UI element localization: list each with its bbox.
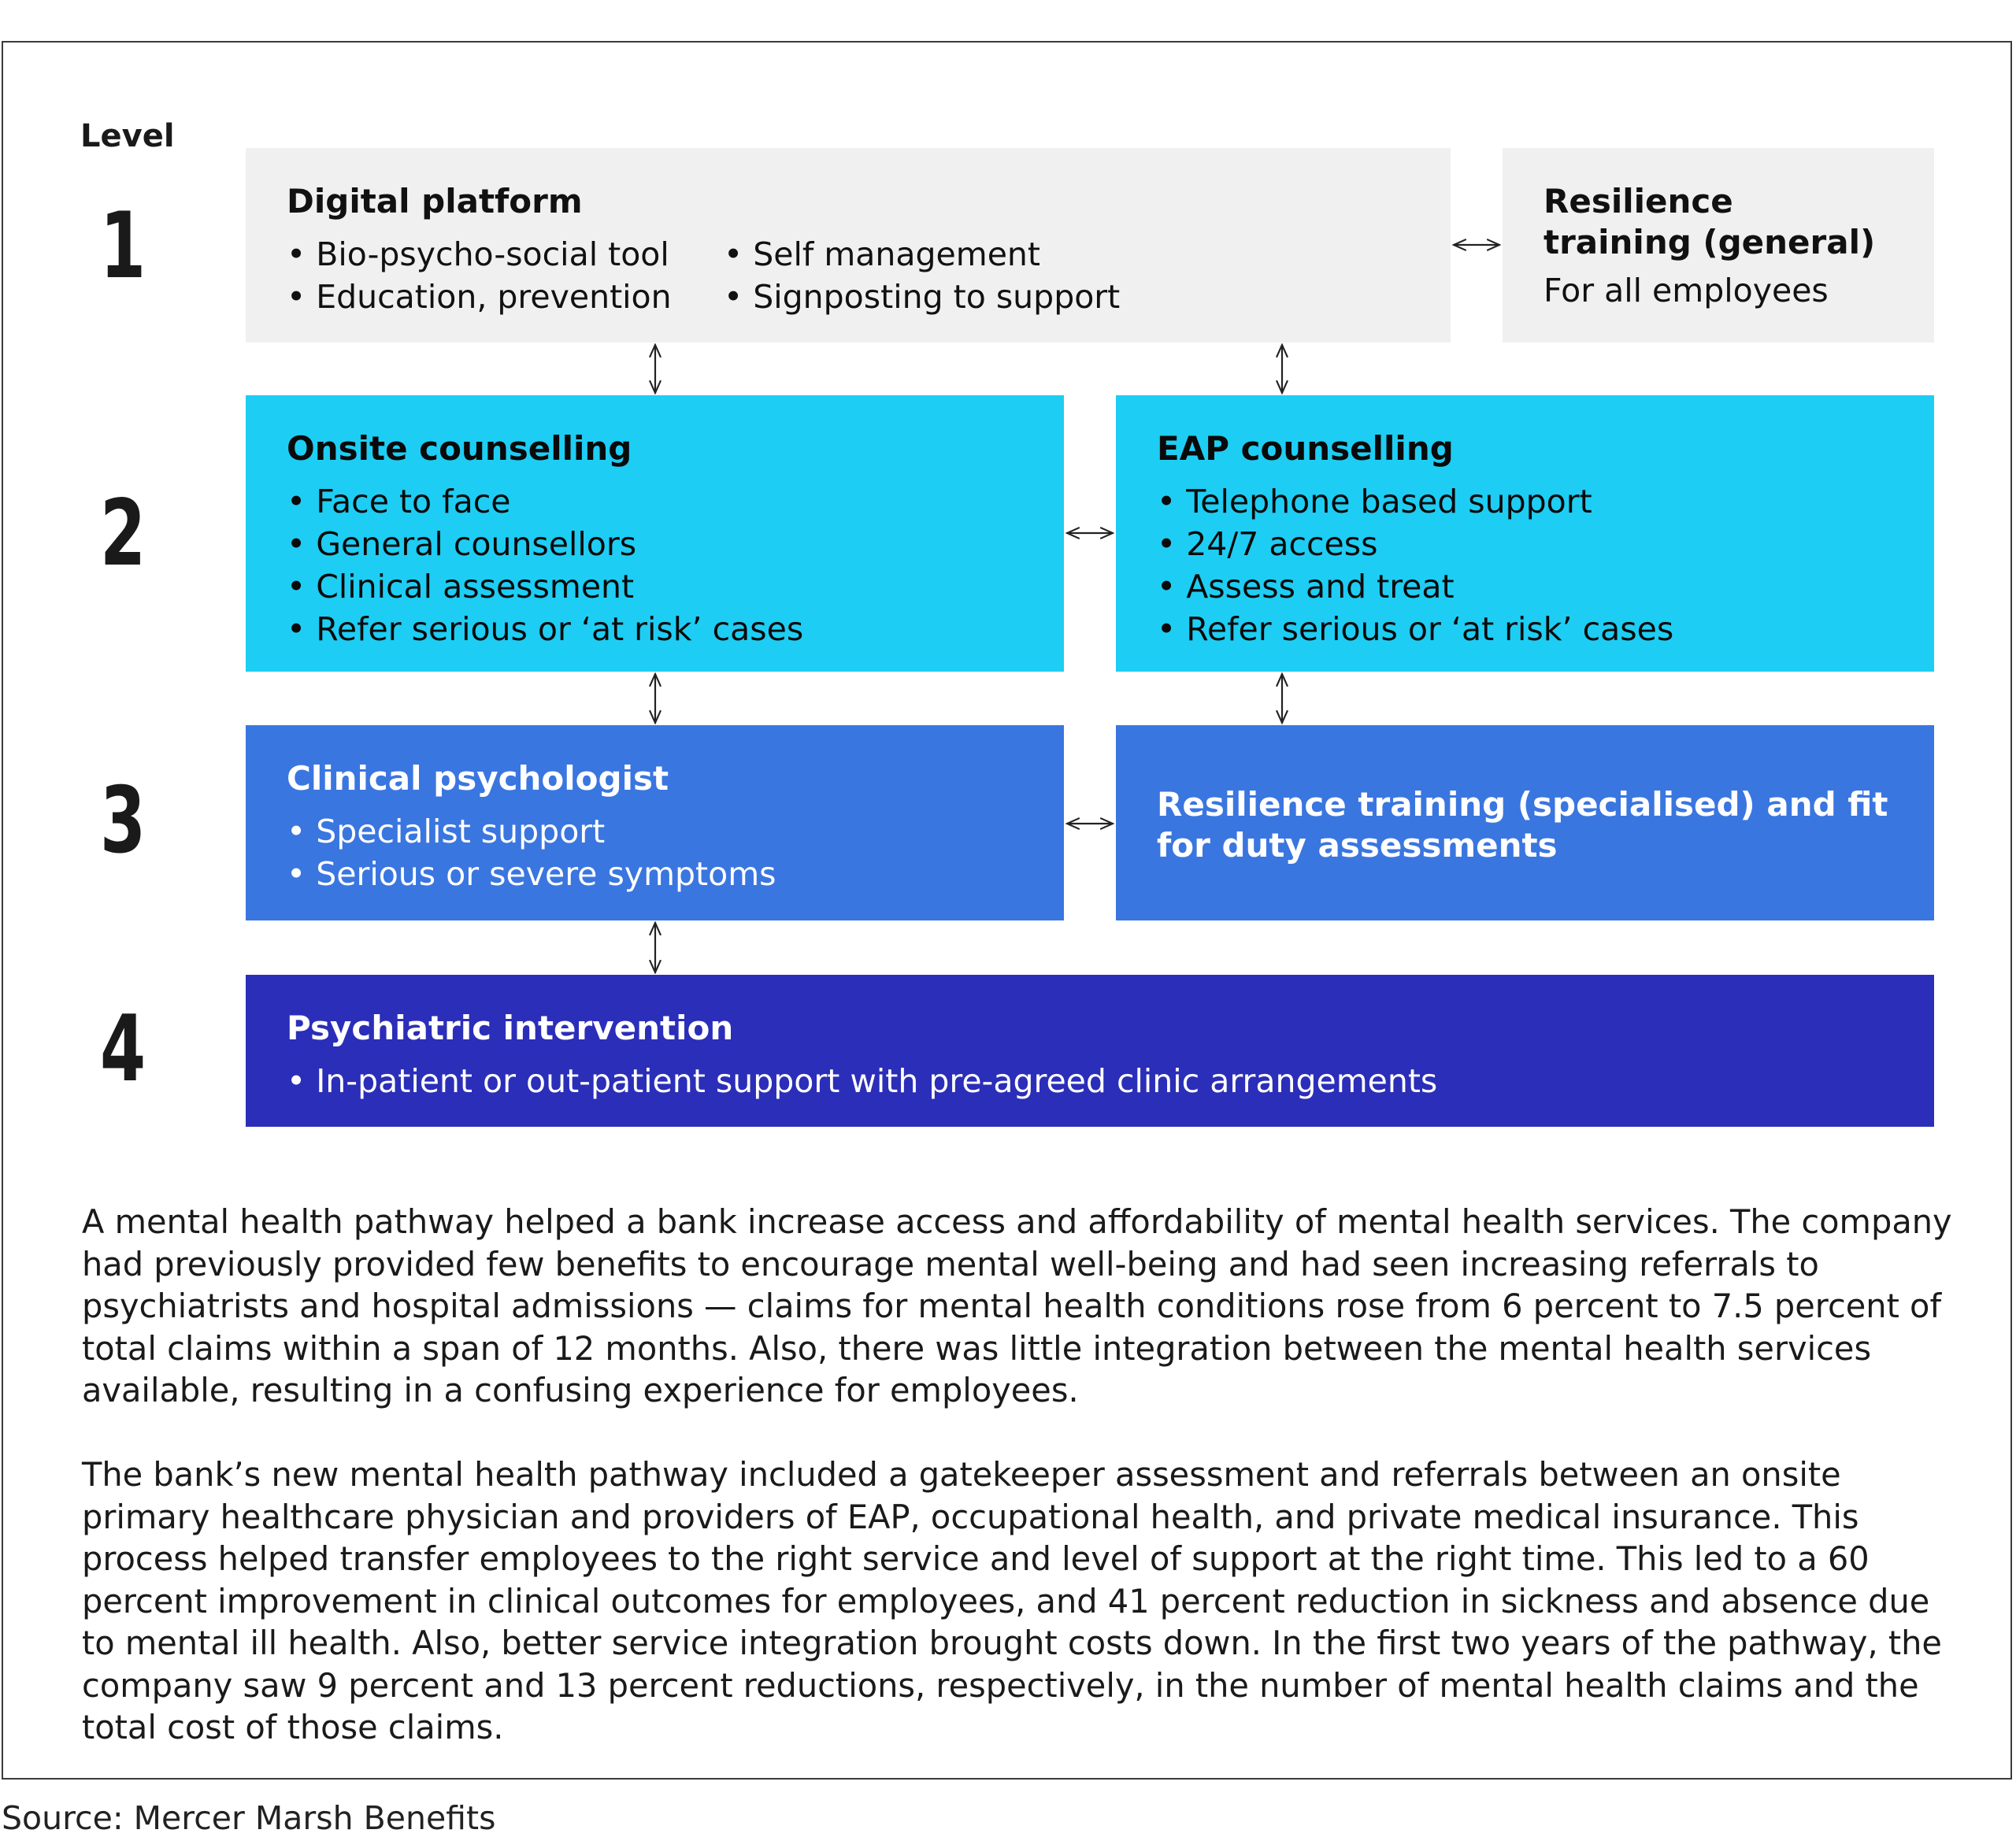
list-item: • Clinical assessment xyxy=(287,565,1023,608)
list-item: • Education, prevention xyxy=(287,276,724,318)
list-item: • Assess and treat xyxy=(1157,565,1893,608)
list-item: • Bio-psycho-social tool xyxy=(287,233,724,276)
list-item: • Serious or severe symptoms xyxy=(287,853,1023,895)
list-item: • 24/7 access xyxy=(1157,523,1893,565)
level-4-number: 4 xyxy=(99,996,146,1102)
resilience-general-title-line2: training (general) xyxy=(1544,223,1876,261)
list-item: • Self management xyxy=(724,233,1161,276)
paragraph-1: A mental health pathway helped a bank increase access and affordability of mental health services. The company had previously provided few benefits to encourage mental well-being and had seen increasing referrals to psychiatrists and hospital admissions — claims for mental health conditions rose from 6 percent to 7.5 percent of total claims within a span of 12 months. Also, there was little integration between the mental health services available, resulting in a confusing experience for employees. xyxy=(82,1202,1952,1409)
list-item: • Face to face xyxy=(287,480,1023,523)
resilience-general-subtitle: For all employees xyxy=(1544,272,1829,309)
list-item: • Signposting to support xyxy=(724,276,1161,318)
clinical-psychologist-title: Clinical psychologist xyxy=(287,759,669,798)
list-item: • In-patient or out-patient support with pre-agreed clinic arrangements xyxy=(287,1060,1893,1102)
paragraph-2: The bank’s new mental health pathway included a gatekeeper assessment and referrals between an onsite primary healthcare physician and providers of EAP, occupational health, and private medical insurance. This process helped transfer employees to the right service and level of support at the right time. This led to a 60 percent improvement in clinical outcomes for employees, and 41 percent reduction in sickness and absence due to mental ill health. Also, better service integration brought costs down. In the first two years of the pathway, the company saw 9 percent and 13 percent reductions, respectively, in the number of mental health claims and the total cost of those claims. xyxy=(82,1455,1942,1746)
list-item: • General counsellors xyxy=(287,523,1023,565)
source-note: Source: Mercer Marsh Benefits xyxy=(2,1799,496,1837)
resilience-general-title-line1: Resilience xyxy=(1544,182,1733,220)
list-item: • Telephone based support xyxy=(1157,480,1893,523)
level-3-number: 3 xyxy=(99,768,146,874)
level-1-number: 1 xyxy=(99,193,146,299)
onsite-counselling-title: Onsite counselling xyxy=(287,429,632,468)
digital-platform-title: Digital platform xyxy=(287,182,583,220)
psychiatric-intervention-title: Psychiatric intervention xyxy=(287,1009,734,1047)
eap-counselling-title: EAP counselling xyxy=(1157,429,1454,468)
level-heading: Level xyxy=(80,118,175,154)
resilience-specialised-title: Resilience training (specialised) and fit for duty assessments xyxy=(1157,785,1888,865)
list-item: • Specialist support xyxy=(287,810,1023,853)
list-item: • Refer serious or ‘at risk’ cases xyxy=(1157,608,1893,650)
list-item: • Refer serious or ‘at risk’ cases xyxy=(287,608,1023,650)
level-2-number: 2 xyxy=(99,480,146,587)
